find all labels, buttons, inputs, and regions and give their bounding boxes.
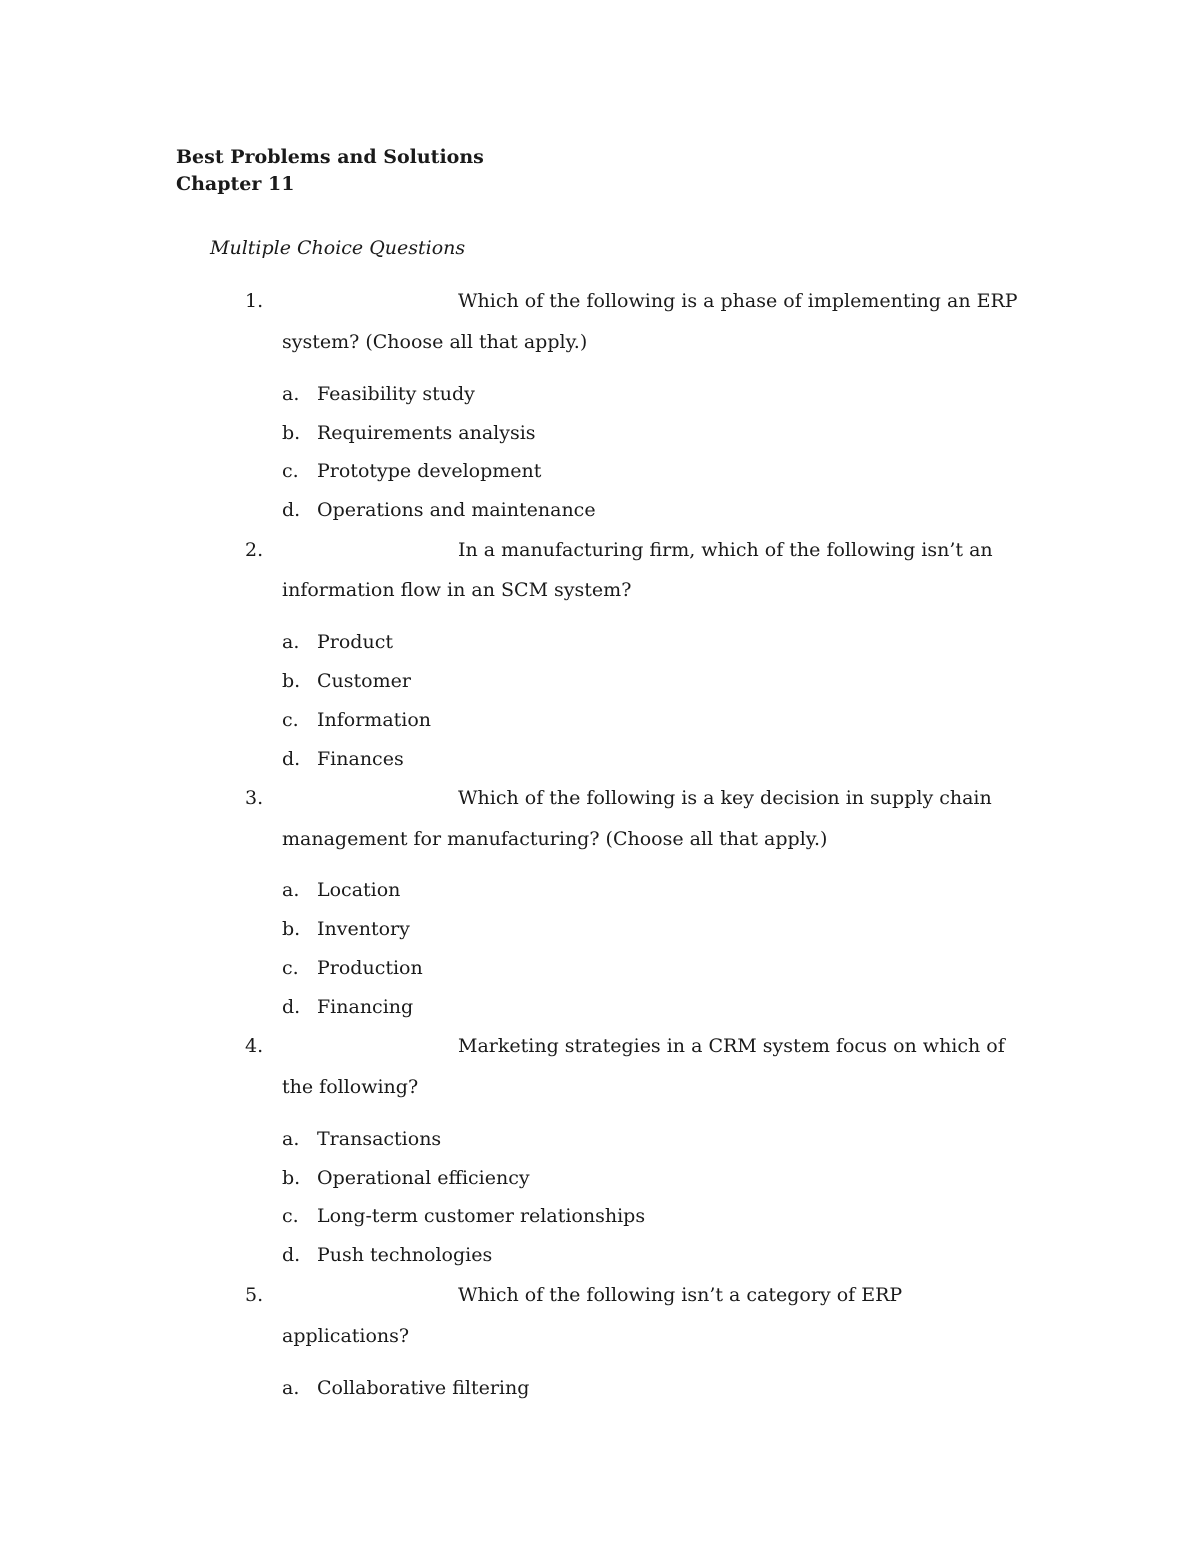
question-text-continued: management for manufacturing? (Choose all that apply.) — [282, 828, 828, 850]
option-letter: d. — [282, 499, 301, 521]
option-letter: d. — [282, 996, 301, 1018]
question-text-continued: the following? — [282, 1076, 419, 1098]
option-text: Prototype development — [317, 460, 542, 482]
question-text: Which of the following is a phase of implementing an ERP — [458, 290, 1018, 312]
section-heading: Multiple Choice Questions — [210, 237, 466, 259]
question-text: Marketing strategies in a CRM system focus on which of — [458, 1035, 1005, 1057]
option-text: Information — [317, 709, 432, 731]
question-text: In a manufacturing firm, which of the following isn’t an — [458, 539, 993, 561]
question-text: Which of the following isn’t a category of ERP — [458, 1284, 903, 1306]
option-text: Transactions — [317, 1128, 442, 1150]
option-letter: d. — [282, 1244, 301, 1266]
option-letter: a. — [282, 1128, 300, 1150]
option-text: Operations and maintenance — [317, 499, 596, 521]
option-text: Collaborative filtering — [317, 1377, 530, 1399]
option-letter: b. — [282, 918, 301, 940]
option-text: Operational efficiency — [317, 1167, 530, 1189]
option-letter: a. — [282, 1377, 300, 1399]
option-letter: c. — [282, 1205, 299, 1227]
option-text: Long-term customer relationships — [317, 1205, 646, 1227]
question-number: 5. — [245, 1284, 264, 1306]
option-text: Production — [317, 957, 423, 979]
chapter-heading: Chapter 11 — [176, 173, 295, 195]
option-letter: c. — [282, 709, 299, 731]
option-letter: c. — [282, 957, 299, 979]
question-number: 4. — [245, 1035, 264, 1057]
option-letter: b. — [282, 422, 301, 444]
option-text: Feasibility study — [317, 383, 475, 405]
option-letter: a. — [282, 383, 300, 405]
option-text: Requirements analysis — [317, 422, 536, 444]
option-letter: b. — [282, 670, 301, 692]
document-title: Best Problems and Solutions — [176, 146, 484, 168]
option-letter: d. — [282, 748, 301, 770]
option-letter: b. — [282, 1167, 301, 1189]
option-letter: a. — [282, 879, 300, 901]
option-text: Push technologies — [317, 1244, 493, 1266]
option-letter: a. — [282, 631, 300, 653]
option-text: Finances — [317, 748, 404, 770]
question-text-continued: system? (Choose all that apply.) — [282, 331, 588, 353]
option-text: Product — [317, 631, 393, 653]
question-number: 3. — [245, 787, 264, 809]
option-text: Inventory — [317, 918, 410, 940]
question-text-continued: information flow in an SCM system? — [282, 579, 632, 601]
option-text: Financing — [317, 996, 414, 1018]
question-number: 2. — [245, 539, 264, 561]
option-letter: c. — [282, 460, 299, 482]
question-text: Which of the following is a key decision in supply chain — [458, 787, 992, 809]
option-text: Location — [317, 879, 401, 901]
question-text-continued: applications? — [282, 1325, 410, 1347]
option-text: Customer — [317, 670, 411, 692]
question-number: 1. — [245, 290, 264, 312]
